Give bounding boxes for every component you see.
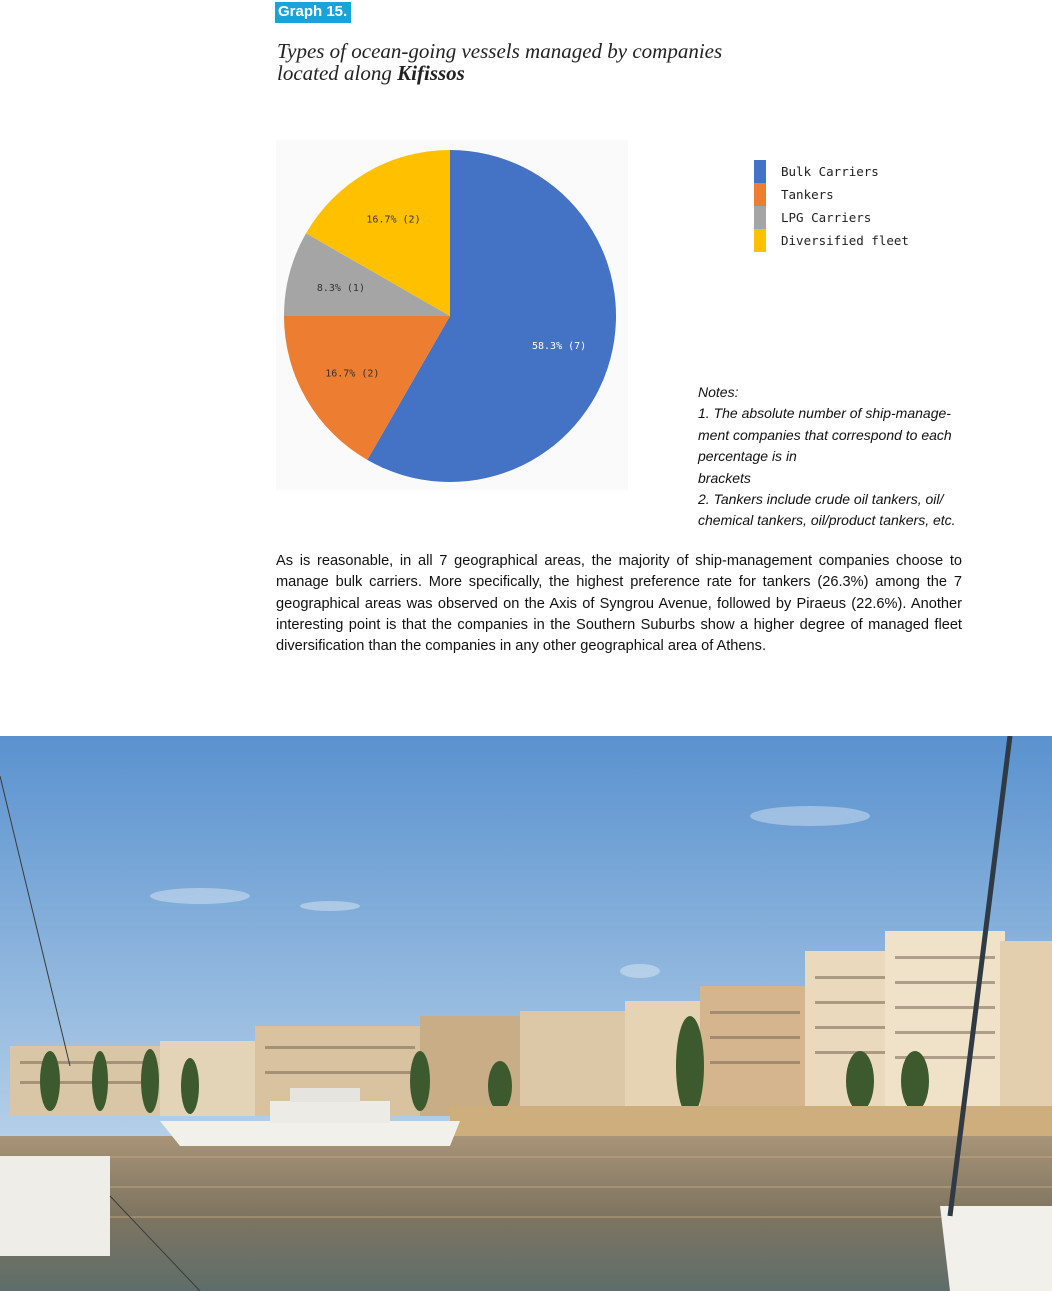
legend-item: [754, 183, 909, 206]
notes-line: 2. Tankers include crude oil tankers, oil/: [698, 491, 944, 508]
chart-notes: [698, 382, 968, 532]
body-paragraph: As is reasonable, in all 7 geographical areas, the majority of ship-management companies choose to manage bulk carriers. More specifically, the highest preference rate for tankers (26.3%) among the 7 geographical areas was observed on the Axis of Syngrou Avenue, followed by Piraeus (22.6%). Another interesting point is that the companies in the Southern Suburbs show a higher degree of managed fleet diversification than the companies in any other geographical area of Athens.: [276, 553, 962, 655]
pie-slice-label: 16.7% (2): [366, 214, 421, 226]
legend-swatch: [754, 206, 766, 229]
notes-line: 1. The absolute number of ship-manage-: [698, 405, 951, 422]
legend-label: LPG Carriers: [781, 210, 872, 225]
legend-label: Diversified fleet: [781, 233, 909, 248]
legend-swatch: [754, 160, 766, 183]
notes-line: brackets: [698, 469, 751, 486]
legend-item: [754, 229, 909, 252]
pie-slice-label: 58.3% (7): [532, 341, 587, 353]
graph-label: Graph 15.: [275, 2, 351, 23]
graph-title-prefix: located along: [277, 61, 398, 85]
pie-slice-label: 8.3% (1): [316, 282, 365, 294]
notes-heading: Notes:: [698, 384, 739, 400]
pie-slice-label: 16.7% (2): [325, 368, 380, 380]
notes-line: percentage is in: [698, 448, 797, 465]
chart-legend: [754, 160, 909, 252]
pie-chart-svg: [276, 140, 628, 490]
legend-item: [754, 206, 909, 229]
graph-title-line1: Types of ocean-going vessels managed by companies: [277, 39, 723, 63]
notes-line: chemical tankers, oil/product tankers, etc.: [698, 512, 956, 529]
legend-swatch: [754, 229, 766, 252]
legend-item: [754, 160, 909, 183]
harbor-photo-illustration: [0, 736, 1052, 1291]
graph-title-line2: [277, 62, 797, 84]
legend-label: Bulk Carriers: [781, 164, 879, 179]
graph-title: [277, 40, 797, 84]
legend-swatch: [754, 183, 766, 206]
harbor-photo: [0, 736, 1052, 1291]
legend-label: Tankers: [781, 187, 834, 202]
graph-title-place: Kifissos: [397, 61, 465, 85]
notes-line: ment companies that correspond to each: [698, 426, 952, 443]
water: [0, 1136, 1052, 1291]
pie-chart: [276, 140, 628, 490]
